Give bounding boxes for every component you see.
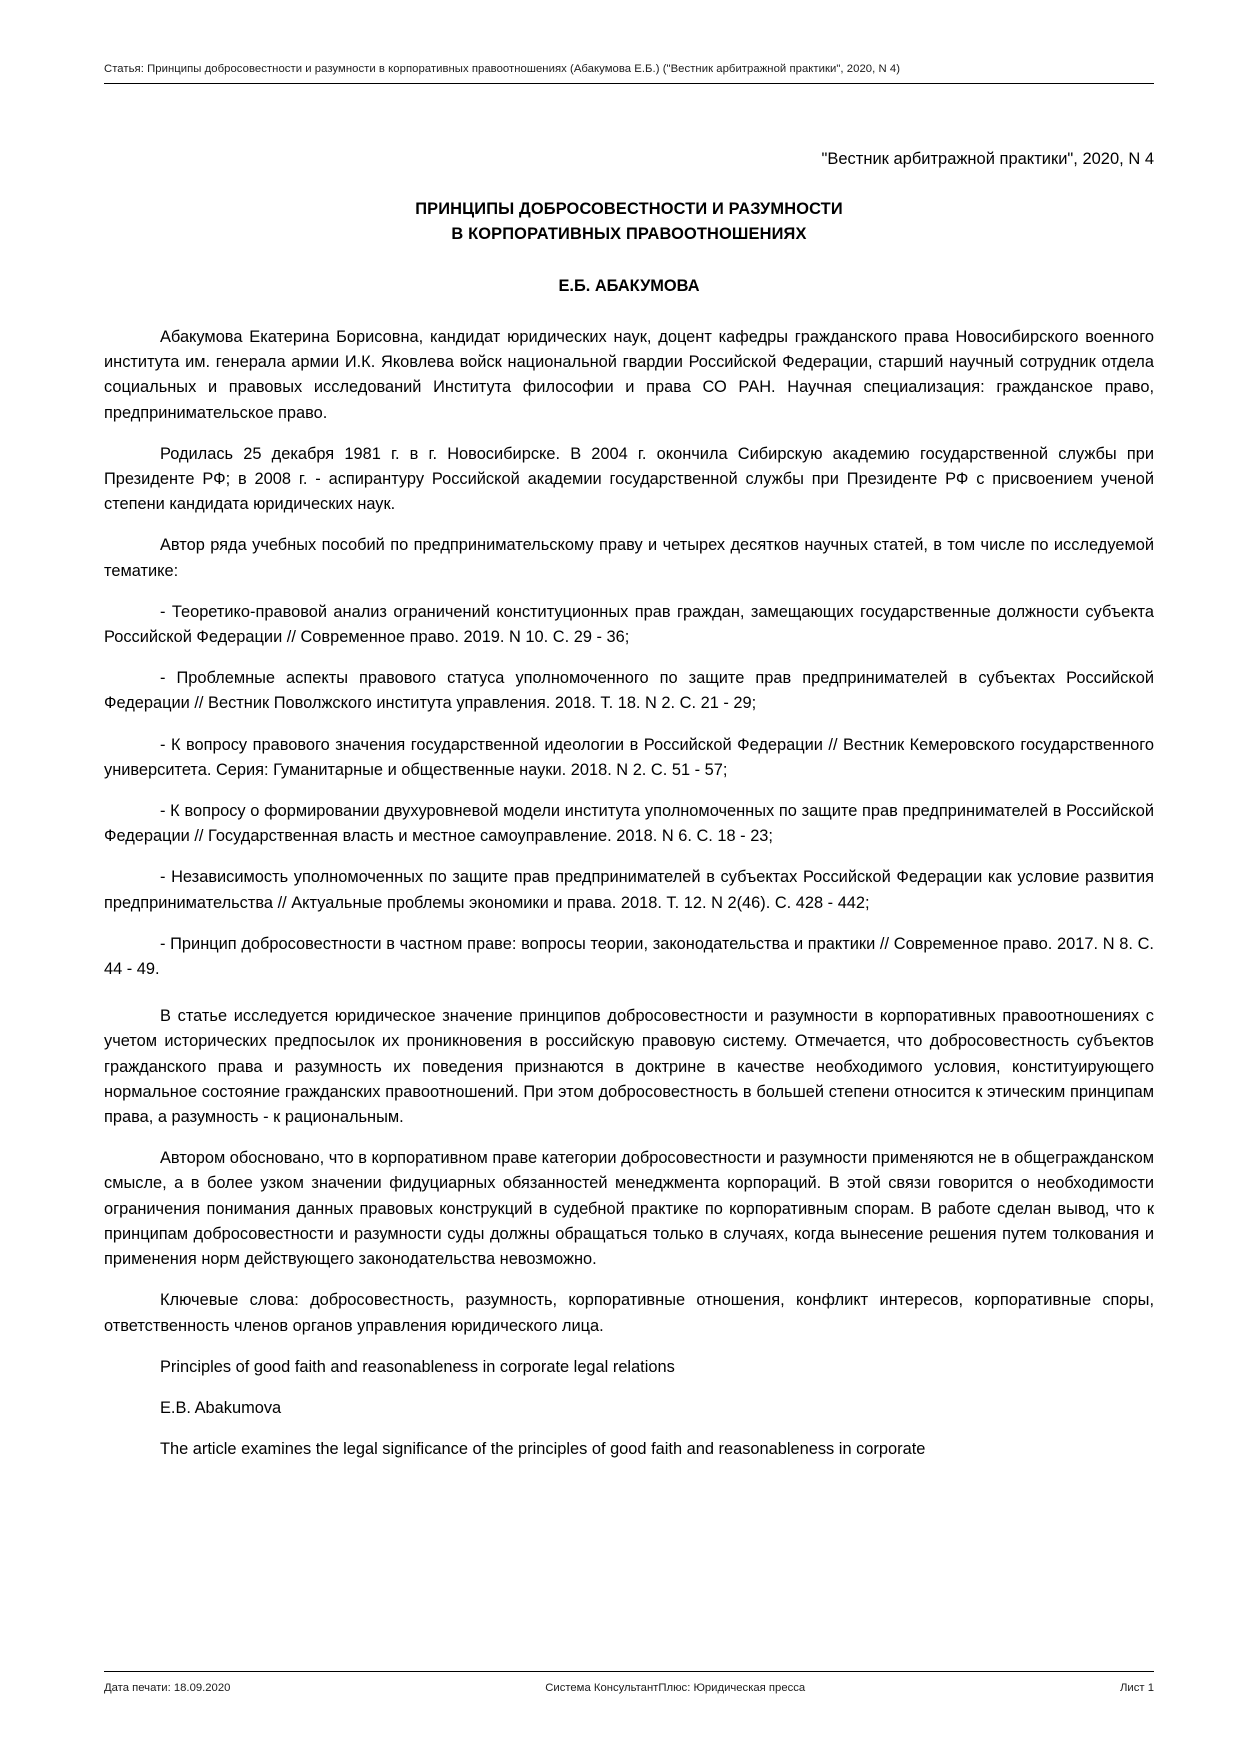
author-name: Е.Б. АБАКУМОВА — [558, 277, 700, 295]
page-title-line-2: В КОРПОРАТИВНЫХ ПРАВООТНОШЕНИЯХ — [451, 225, 807, 243]
page-title — [104, 197, 1154, 247]
publication-item: - Независимость уполномоченных по защите прав предпринимателей в субъектах Российской Федерации как условие развития предпринимательства // Актуальные проблемы экономики и права. 2018. Т. 12. N 2(46). С. 428 - 442; — [104, 868, 1154, 912]
abstract-paragraph-1: В статье исследуется юридическое значение принципов добросовестности и разумности в корпоративных правоотношениях с учетом исторических предпосылок их проникновения в российскую правовую систему. Отмечается, что добросовестность субъектов гражданского права и разумность их поведения признаются в доктрине в качестве необходимого условия, конституирующего нормальное состояние гражданских правоотношений. При этом добросовестность в большей степени относится к этическим принципам права, а разумность - к рациональным. — [104, 1007, 1154, 1127]
english-author: E.B. Abakumova — [160, 1398, 282, 1417]
journal-reference: "Вестник арбитражной практики", 2020, N 4 — [821, 150, 1154, 168]
english-abstract-paragraph: The article examines the legal significance of the principles of good faith and reasonableness in corporate — [160, 1440, 926, 1459]
author-birth-paragraph: Родилась 25 декабря 1981 г. в г. Новосибирске. В 2004 г. окончила Сибирскую академию государственной службы при Президенте РФ; в 2008 г. - аспирантуру Российской академии государственной службы при Президенте РФ с присвоением ученой степени кандидата юридических наук. — [104, 444, 1154, 514]
header-divider — [104, 83, 1154, 84]
author-bio-paragraph: Абакумова Екатерина Борисовна, кандидат юридических наук, доцент кафедры гражданского права Новосибирского военного института им. генерала армии И.К. Яковлева войск национальной гвардии Российской Федерации, старший научный сотрудник отдела социальных и правовых исследований Института философии и права СО РАН. Научная специализация: гражданское право, предпринимательское право. — [104, 328, 1154, 422]
footer-print-date: Дата печати: 18.09.2020 — [104, 1682, 231, 1694]
publications-intro-paragraph: Автор ряда учебных пособий по предпринимательскому праву и четырех десятков научных статей, в том числе по исследуемой тематике: — [104, 536, 1154, 580]
page-title-line-1: ПРИНЦИПЫ ДОБРОСОВЕСТНОСТИ И РАЗУМНОСТИ — [415, 200, 843, 218]
publication-item: - Принцип добросовестности в частном праве: вопросы теории, законодательства и практики // Современное право. 2017. N 8. С. 44 - 49. — [104, 934, 1154, 979]
footer-page-label: Лист 1 — [1120, 1682, 1154, 1694]
page-content-area — [104, 0, 1154, 1755]
document-body — [104, 148, 1154, 1462]
running-header-text: Статья: Принципы добросовестности и разумности в корпоративных правоотношениях (Абакумова Е.Б.) ("Вестник арбитражной практики", 2020, N 4) — [104, 63, 901, 75]
publication-item: - К вопросу правового значения государственной идеологии в Российской Федерации // Вестник Кемеровского государственного университета. Серия: Гуманитарные и общественные науки. 2018. N 2. С. 51 - 57; — [104, 735, 1154, 779]
english-title: Principles of good faith and reasonableness in corporate legal relations — [160, 1357, 675, 1376]
publication-item: - К вопросу о формировании двухуровневой модели института уполномоченных по защите прав предпринимателей в Российской Федерации // Государственная власть и местное самоуправление. 2018. N 6. С. 18 - 23; — [104, 802, 1154, 846]
publication-item: - Проблемные аспекты правового статуса уполномоченного по защите прав предпринимателей в субъектах Российской Федерации // Вестник Поволжского института управления. 2018. Т. 18. N 2. С. 21 - 29; — [104, 669, 1154, 713]
footer-divider — [104, 1671, 1154, 1672]
footer-system-name: Система КонсультантПлюс: Юридическая пресса — [545, 1682, 806, 1694]
abstract-paragraph-2: Автором обосновано, что в корпоративном праве категории добросовестности и разумности применяются не в общегражданском смысле, а в более узком значении фидуциарных обязанностей менеджмента корпораций. В этой связи говорится о необходимости ограничения понимания данных правовых конструкций в судебной практике по корпоративным спорам. В работе сделан вывод, что к принципам добросовестности и разумности суды должны обращаться только в случаях, когда вынесение решения путем толкования и применения норм действующего законодательства невозможно. — [104, 1149, 1154, 1269]
keywords-paragraph: Ключевые слова: добросовестность, разумность, корпоративные отношения, конфликт интересов, корпоративные споры, ответственность членов органов управления юридического лица. — [104, 1291, 1154, 1335]
publication-item: - Теоретико-правовой анализ ограничений конституционных прав граждан, замещающих государственные должности субъекта Российской Федерации // Современное право. 2019. N 10. С. 29 - 36; — [104, 602, 1154, 647]
footer-row — [104, 1681, 1154, 1695]
running-header — [104, 62, 1154, 84]
running-footer — [104, 1671, 1154, 1695]
